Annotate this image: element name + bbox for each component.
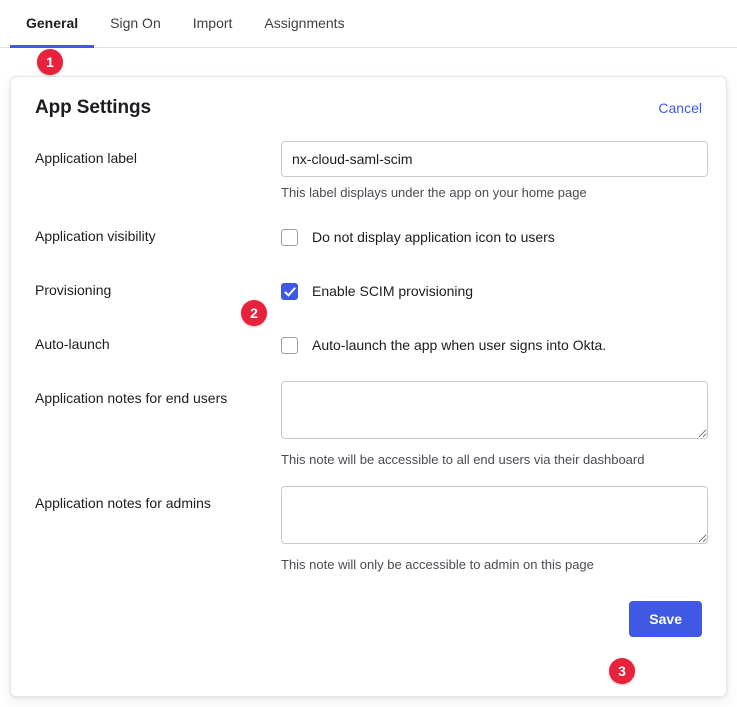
application-visibility-field-wrap [281, 219, 702, 255]
auto-launch-checkbox-label: Auto-launch the app when user signs into Okta. [312, 337, 607, 353]
app-settings-card [10, 76, 727, 697]
row-provisioning [35, 273, 702, 309]
auto-launch-label: Auto-launch [35, 336, 110, 352]
row-auto-launch [35, 327, 702, 363]
row-application-visibility [35, 219, 702, 255]
provisioning-field-wrap [281, 273, 702, 309]
notes-end-users-field-wrap [281, 381, 708, 468]
notes-admins-help: This note will only be accessible to admin on this page [281, 557, 594, 572]
provisioning-check-row [281, 273, 702, 309]
tab-sign-on[interactable]: Sign On [110, 15, 161, 31]
app-settings-form [11, 119, 726, 573]
notes-end-users-help: This note will be accessible to all end users via their dashboard [281, 452, 645, 467]
application-label-label: Application label [35, 150, 137, 166]
application-label-help: This label displays under the app on your home page [281, 185, 587, 200]
row-notes-admins [35, 486, 702, 573]
auto-launch-field-wrap [281, 327, 702, 363]
application-visibility-checkbox-label: Do not display application icon to users [312, 229, 555, 245]
application-visibility-label: Application visibility [35, 228, 156, 244]
row-notes-end-users [35, 381, 702, 468]
card-header [11, 77, 726, 119]
provisioning-checkbox-label: Enable SCIM provisioning [312, 283, 474, 299]
auto-launch-check-row [281, 327, 702, 363]
application-label-field-wrap [281, 141, 708, 201]
auto-launch-checkbox[interactable] [281, 337, 298, 354]
application-visibility-checkbox[interactable] [281, 229, 298, 246]
cancel-button[interactable]: Cancel [658, 100, 702, 116]
step-badge-3: 3 [609, 658, 635, 684]
row-application-label [35, 141, 702, 201]
page-title: App Settings [35, 97, 151, 118]
notes-end-users-textarea[interactable] [281, 381, 708, 439]
tab-assignments[interactable]: Assignments [264, 15, 345, 31]
save-button[interactable]: Save [629, 601, 702, 637]
notes-admins-textarea[interactable] [281, 486, 708, 544]
card-footer [11, 591, 726, 637]
step-badge-2: 2 [241, 300, 267, 326]
tab-bar [0, 0, 737, 48]
step-badge-1: 1 [37, 49, 63, 75]
application-label-input[interactable] [281, 141, 708, 177]
tab-general[interactable]: General [10, 15, 94, 48]
notes-admins-label: Application notes for admins [35, 495, 211, 511]
provisioning-label: Provisioning [35, 282, 112, 298]
notes-end-users-label: Application notes for end users [35, 390, 228, 406]
provisioning-checkbox[interactable] [281, 283, 298, 300]
notes-admins-field-wrap [281, 486, 708, 573]
tab-import[interactable]: Import [192, 15, 233, 31]
application-visibility-check-row [281, 219, 702, 255]
